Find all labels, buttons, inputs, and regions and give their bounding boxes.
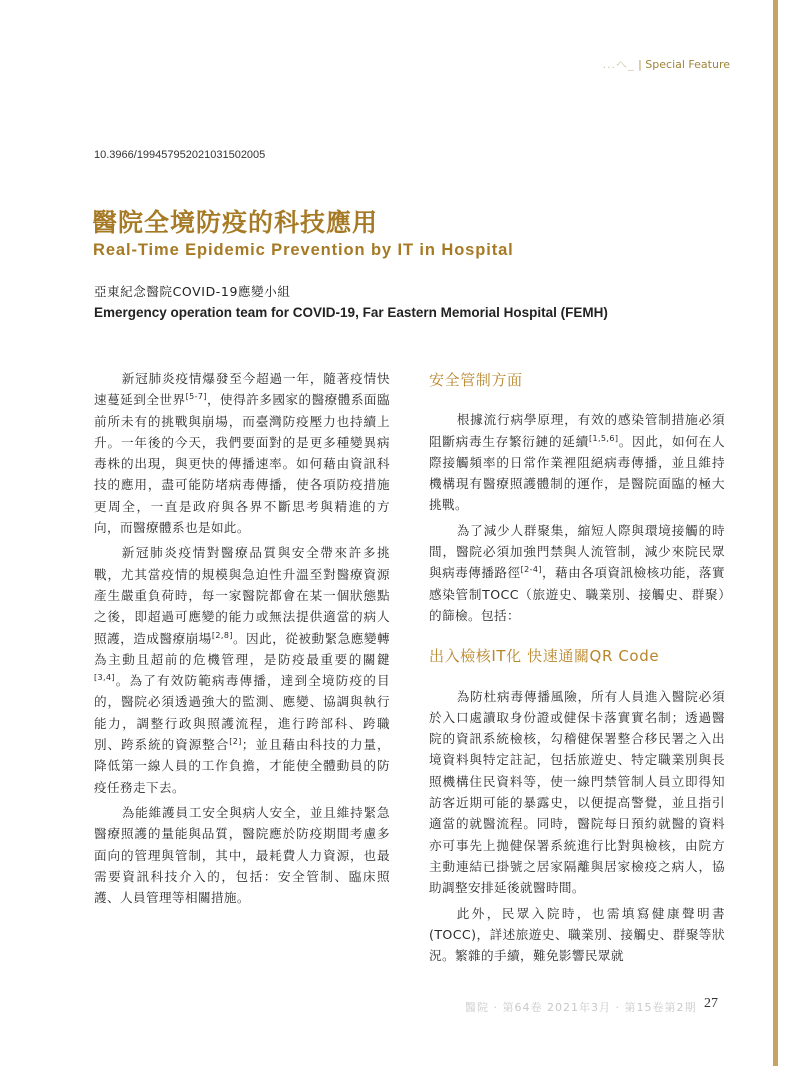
paragraph: 根據流行病學原理，有效的感染管制措施必須阻斷病毒生存繁衍鏈的延續[1,5,6]。因此，如何在人際接觸頻率的日常作業裡阻絕病毒傳播，並且維持機構現有醫療照護體制的運作，是醫院面臨的極大挑戰。 [429,412,725,513]
citation: [5-7] [185,392,207,402]
author-en: Emergency operation team for COVID-19, Far Eastern Memorial Hospital (FEMH) [94,305,608,320]
running-header [560,56,730,72]
paragraph: 新冠肺炎疫情爆發至今超過一年，隨著疫情快速蔓延到全世界[5-7]，使得許多國家的醫療體系面臨前所未有的挑戰與崩場，而臺灣防疫壓力也持續上升。一年後的今天，我們要面對的是更多種變異病毒株的出現，與更快的傳播速率。如何藉由資訊科技的應用，盡可能防堵病毒傳播，使各項防疫措施更周全，一直是政府與各界不斷思考與精進的方向，而醫療體系也是如此。 [94,371,390,536]
paragraph: 為防杜病毒傳播風險，所有人員進入醫院必須於入口處讀取身份證或健保卡落實實名制；透過醫院的資訊系統檢核，勾稽健保署整合移民署之入出境資料與特定註記，包括旅遊史、特定職業別與長照機構住民資料等，使一線門禁管制人員立即得知訪客近期可能的暴露史，以便提高警覺，並且指引適當的就醫流程。同時，醫院每日預約就醫的資料亦可事先上拋健保署系統進行比對與檢核，由院方主動連結已掛號之居家隔離與居家檢疫之病人，協助調整安排延後就醫時間。 [429,688,725,896]
section-heading-safety-control: 安全管制方面 [429,371,523,389]
paragraph: 為能維護員工安全與病人安全，並且維持緊急醫療照護的量能與品質，醫院應於防疫期間考慮多面向的管理與管制，其中，最耗費人力資源，也最需要資訊科技介入的，包括：安全管制、臨床照護、人員管理等相關措施。 [94,804,390,906]
author-zh: 亞東紀念醫院COVID-19應變小組 [94,284,291,299]
citation: [2-4] [520,565,542,575]
header-separator: | [638,58,642,71]
page-edge-bar [773,0,778,1066]
citation: [1,5,6] [588,433,619,443]
paragraph: 新冠肺炎疫情對醫療品質與安全帶來許多挑戰，尤其當疫情的規模與急迫性升溫至對醫療資源產生嚴重負荷時，每一家醫院都會在某一個狀態點之後，即超過可應變的能力或無法提供適當的病人照護，造成醫療崩場[2,8]。因此，從被動緊急應變轉為主動且超前的危機管理，是防疫最重要的關鍵[3,4]。為了有效防範病毒傳播，達到全境防疫的目的，醫院必須透過強大的監測、應變、協調與執行能力，調整行政與照護流程，進行跨部科、跨職別、跨系統的資源整合[2]；並且藉由科技的力量，降低第一線人員的工作負擔，才能使全體動員的防疫任務走下去。 [94,545,391,795]
header-section-label: Special Feature [645,58,730,71]
right-column [429,370,725,970]
article-title-zh: 醫院全境防疫的科技應用 [92,208,379,237]
running-footer: 醫院 · 第64卷 2021年3月 · 第15卷第2期 [465,1001,697,1014]
citation: [3,4] [94,672,115,682]
article-title-en: Real-Time Epidemic Prevention by IT in Hospital [93,241,514,259]
paragraph: 此外，民眾入院時，也需填寫健康聲明書(TOCC)，詳述旅遊史、職業別、接觸史、群聚等狀況。繁雜的手續，難免影響民眾就 [429,905,725,964]
left-column [94,368,390,912]
doi: 10.3966/199457952021031502005 [94,149,266,161]
header-faded-text: ...へ_ [602,58,635,71]
citation: [2,8] [211,630,233,640]
citation: [2] [229,736,242,746]
section-heading-qr-code: 出入檢核IT化 快速通關QR Code [429,647,660,666]
page-number: 27 [704,996,718,1011]
paragraph: 為了減少人群聚集，縮短人際與環境接觸的時間，醫院必須加強門禁與人流管制，減少來院民眾與病毒傳播路徑[2-4]，藉由各項資訊檢核功能，落實感染管制TOCC（旅遊史、職業別、接觸史、群聚）的篩檢。包括： [429,522,725,623]
